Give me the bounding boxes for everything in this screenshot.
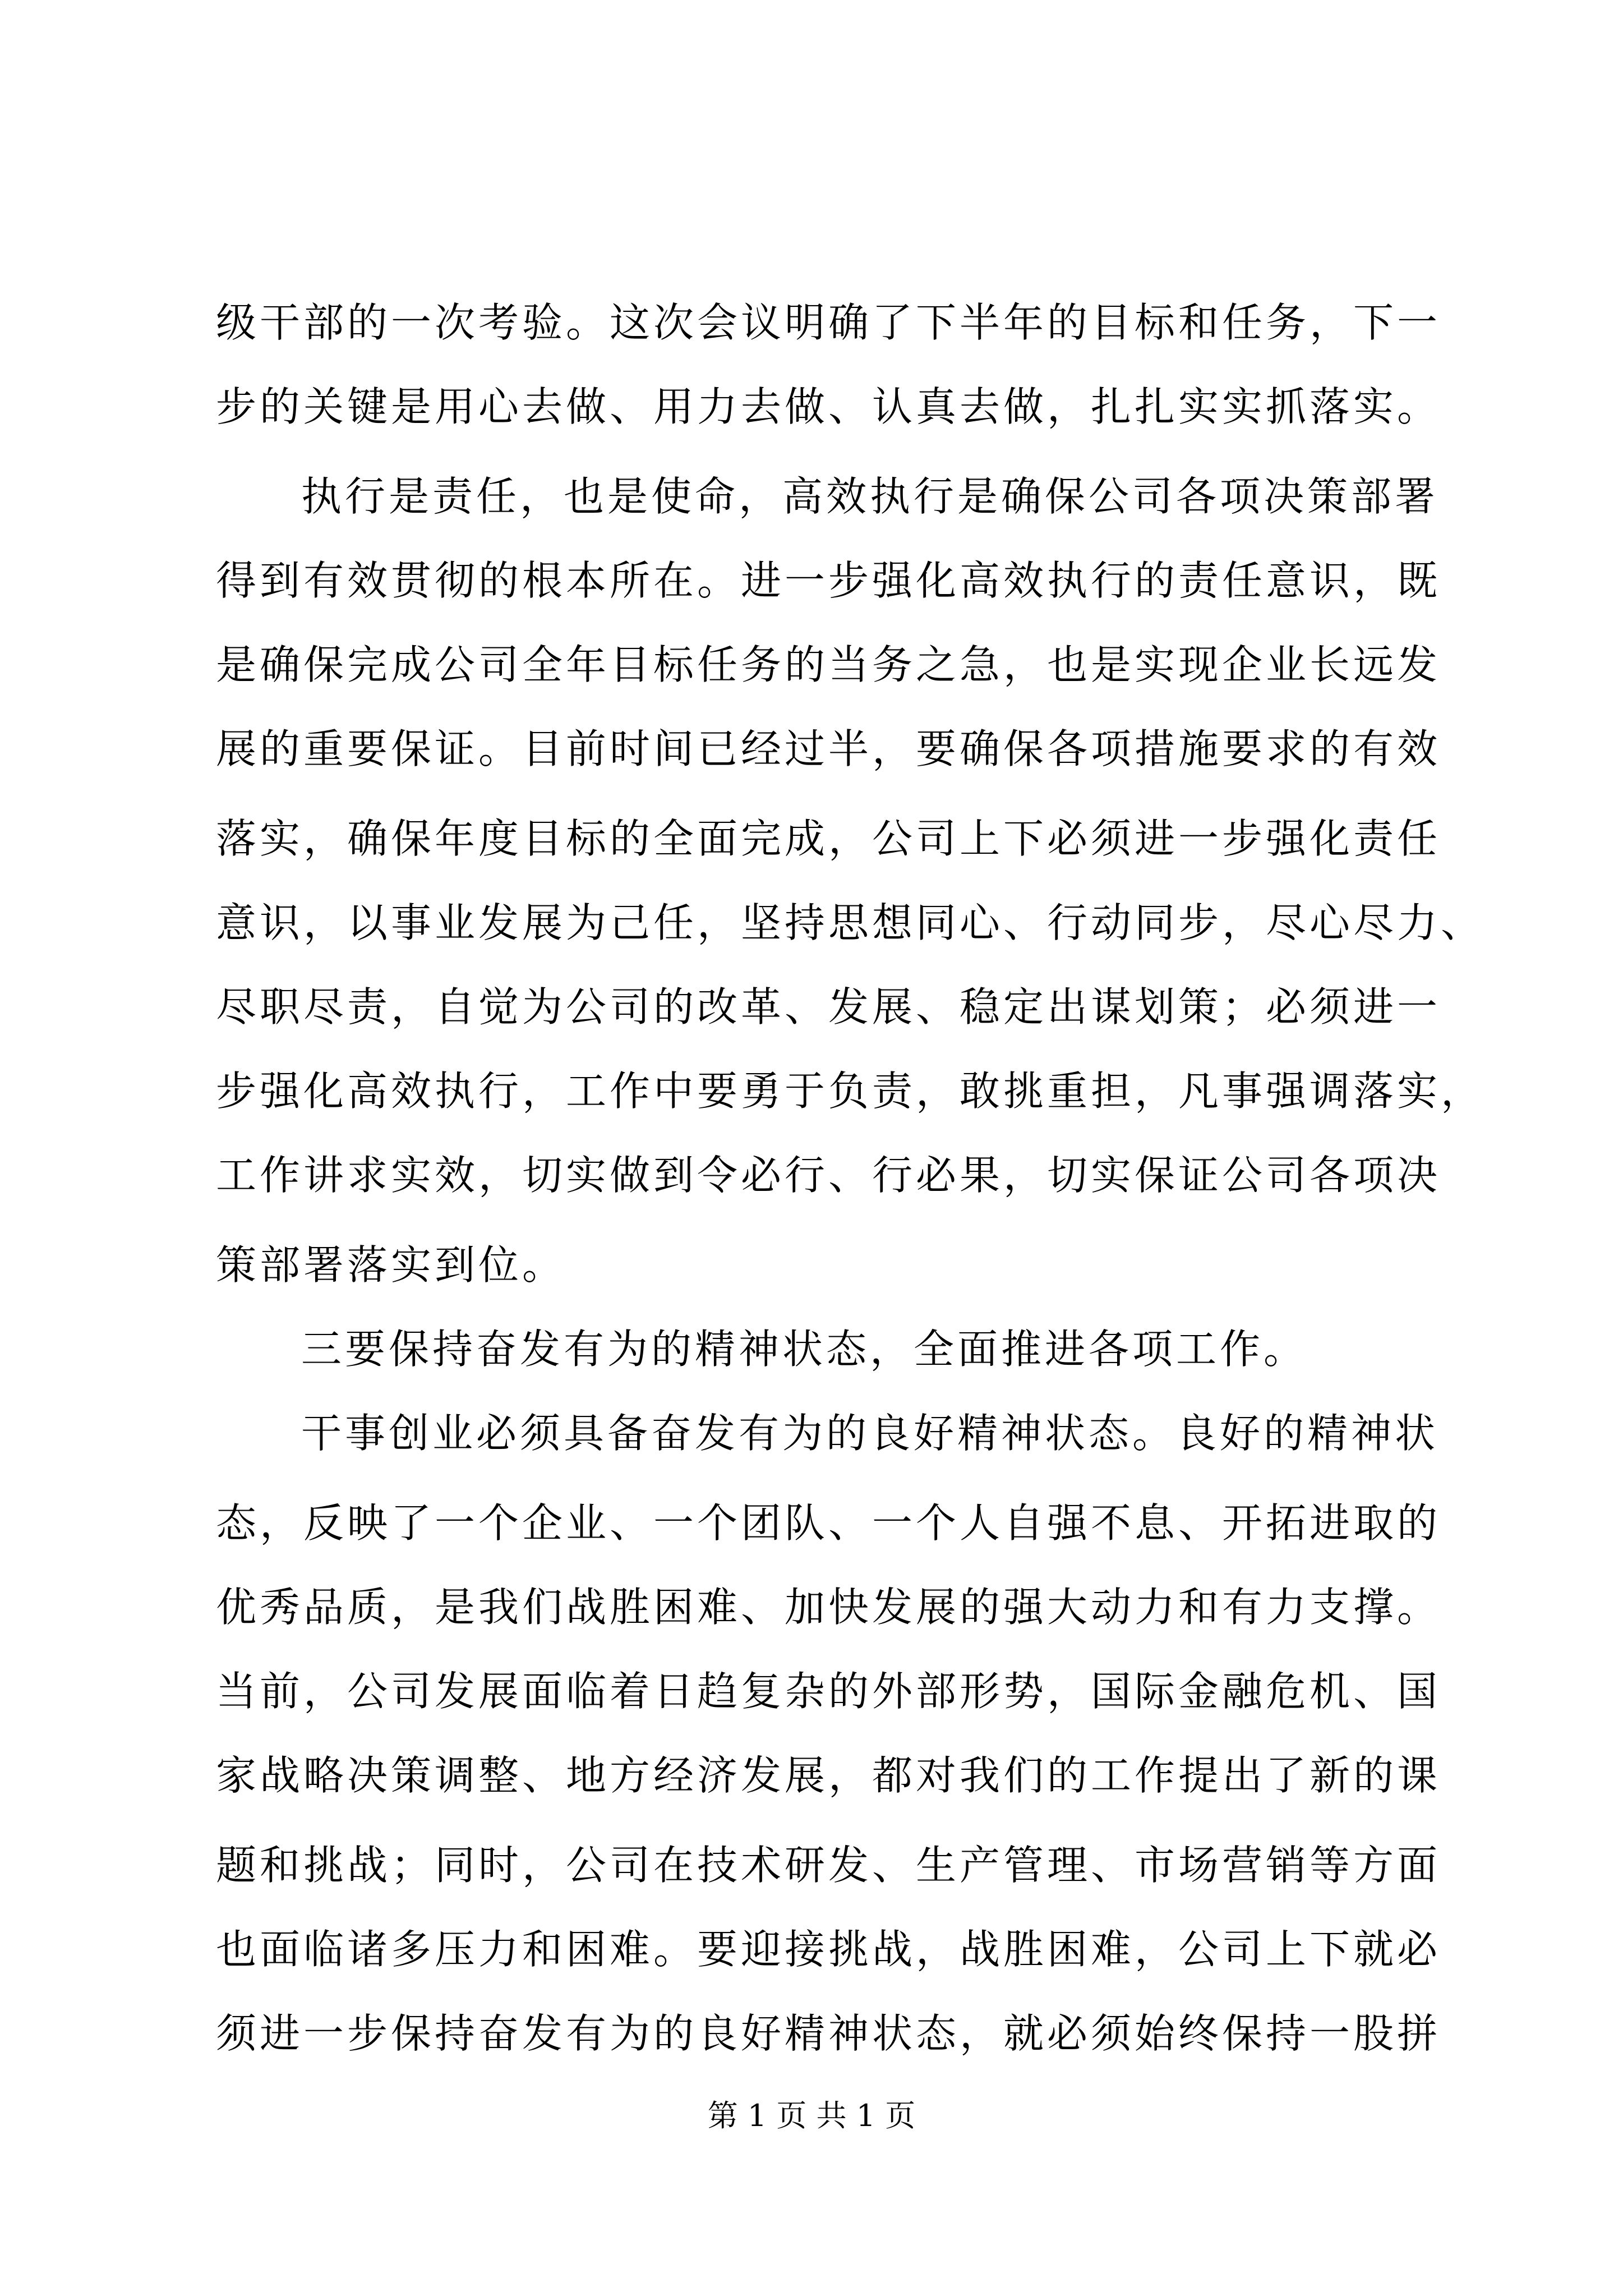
paragraph-first-line: 干事创业必须具备奋发有为的良好精神状态。良好的精神状 (301, 1410, 1439, 1457)
text-line: 落实，确保年度目标的全面完成，公司上下必须进一步强化责任 (216, 815, 1441, 862)
text-line: 步强化高效执行，工作中要勇于负责，敢挑重担，凡事强调落实， (216, 1068, 1485, 1115)
text-line: 工作讲求实效，切实做到令必行、行必果，切实保证公司各项决 (216, 1152, 1441, 1199)
text-line: 是确保完成公司全年目标任务的当务之急，也是实现企业长远发 (216, 641, 1441, 688)
text-line: 意识，以事业发展为己任，坚持思想同心、行动同步，尽心尽力、 (216, 899, 1485, 946)
text-line: 态，反映了一个企业、一个团队、一个人自强不息、开拓进取的 (216, 1499, 1441, 1547)
text-line: 也面临诸多压力和困难。要迎接挑战，战胜困难，公司上下就必 (216, 1926, 1441, 1973)
page-number-footer: 第 1 页 共 1 页 (707, 2098, 916, 2133)
section-heading: 三要保持奋发有为的精神状态，全面推进各项工作。 (301, 1326, 1308, 1373)
text-line: 得到有效贯彻的根本所在。进一步强化高效执行的责任意识，既 (216, 557, 1441, 604)
text-line: 级干部的一次考验。这次会议明确了下半年的目标和任务，下一 (216, 299, 1441, 346)
text-line: 当前，公司发展面临着日趋复杂的外部形势，国际金融危机、国 (216, 1668, 1441, 1715)
text-line: 题和挑战；同时，公司在技术研发、生产管理、市场营销等方面 (216, 1842, 1441, 1889)
text-line: 展的重要保证。目前时间已经过半，要确保各项措施要求的有效 (216, 725, 1441, 772)
text-line: 须进一步保持奋发有为的良好精神状态，就必须始终保持一股拼 (216, 2010, 1441, 2057)
text-line: 尽职尽责，自觉为公司的改革、发展、稳定出谋划策；必须进一 (216, 983, 1441, 1030)
text-line: 家战略决策调整、地方经济发展，都对我们的工作提出了新的课 (216, 1752, 1441, 1799)
text-line: 步的关键是用心去做、用力去做、认真去做，扎扎实实抓落实。 (216, 383, 1441, 430)
text-line: 优秀品质，是我们战胜困难、加快发展的强大动力和有力支撑。 (216, 1584, 1441, 1631)
paragraph-first-line: 执行是责任，也是使命，高效执行是确保公司各项决策部署 (301, 473, 1439, 520)
text-line: 策部署落实到位。 (216, 1241, 566, 1289)
